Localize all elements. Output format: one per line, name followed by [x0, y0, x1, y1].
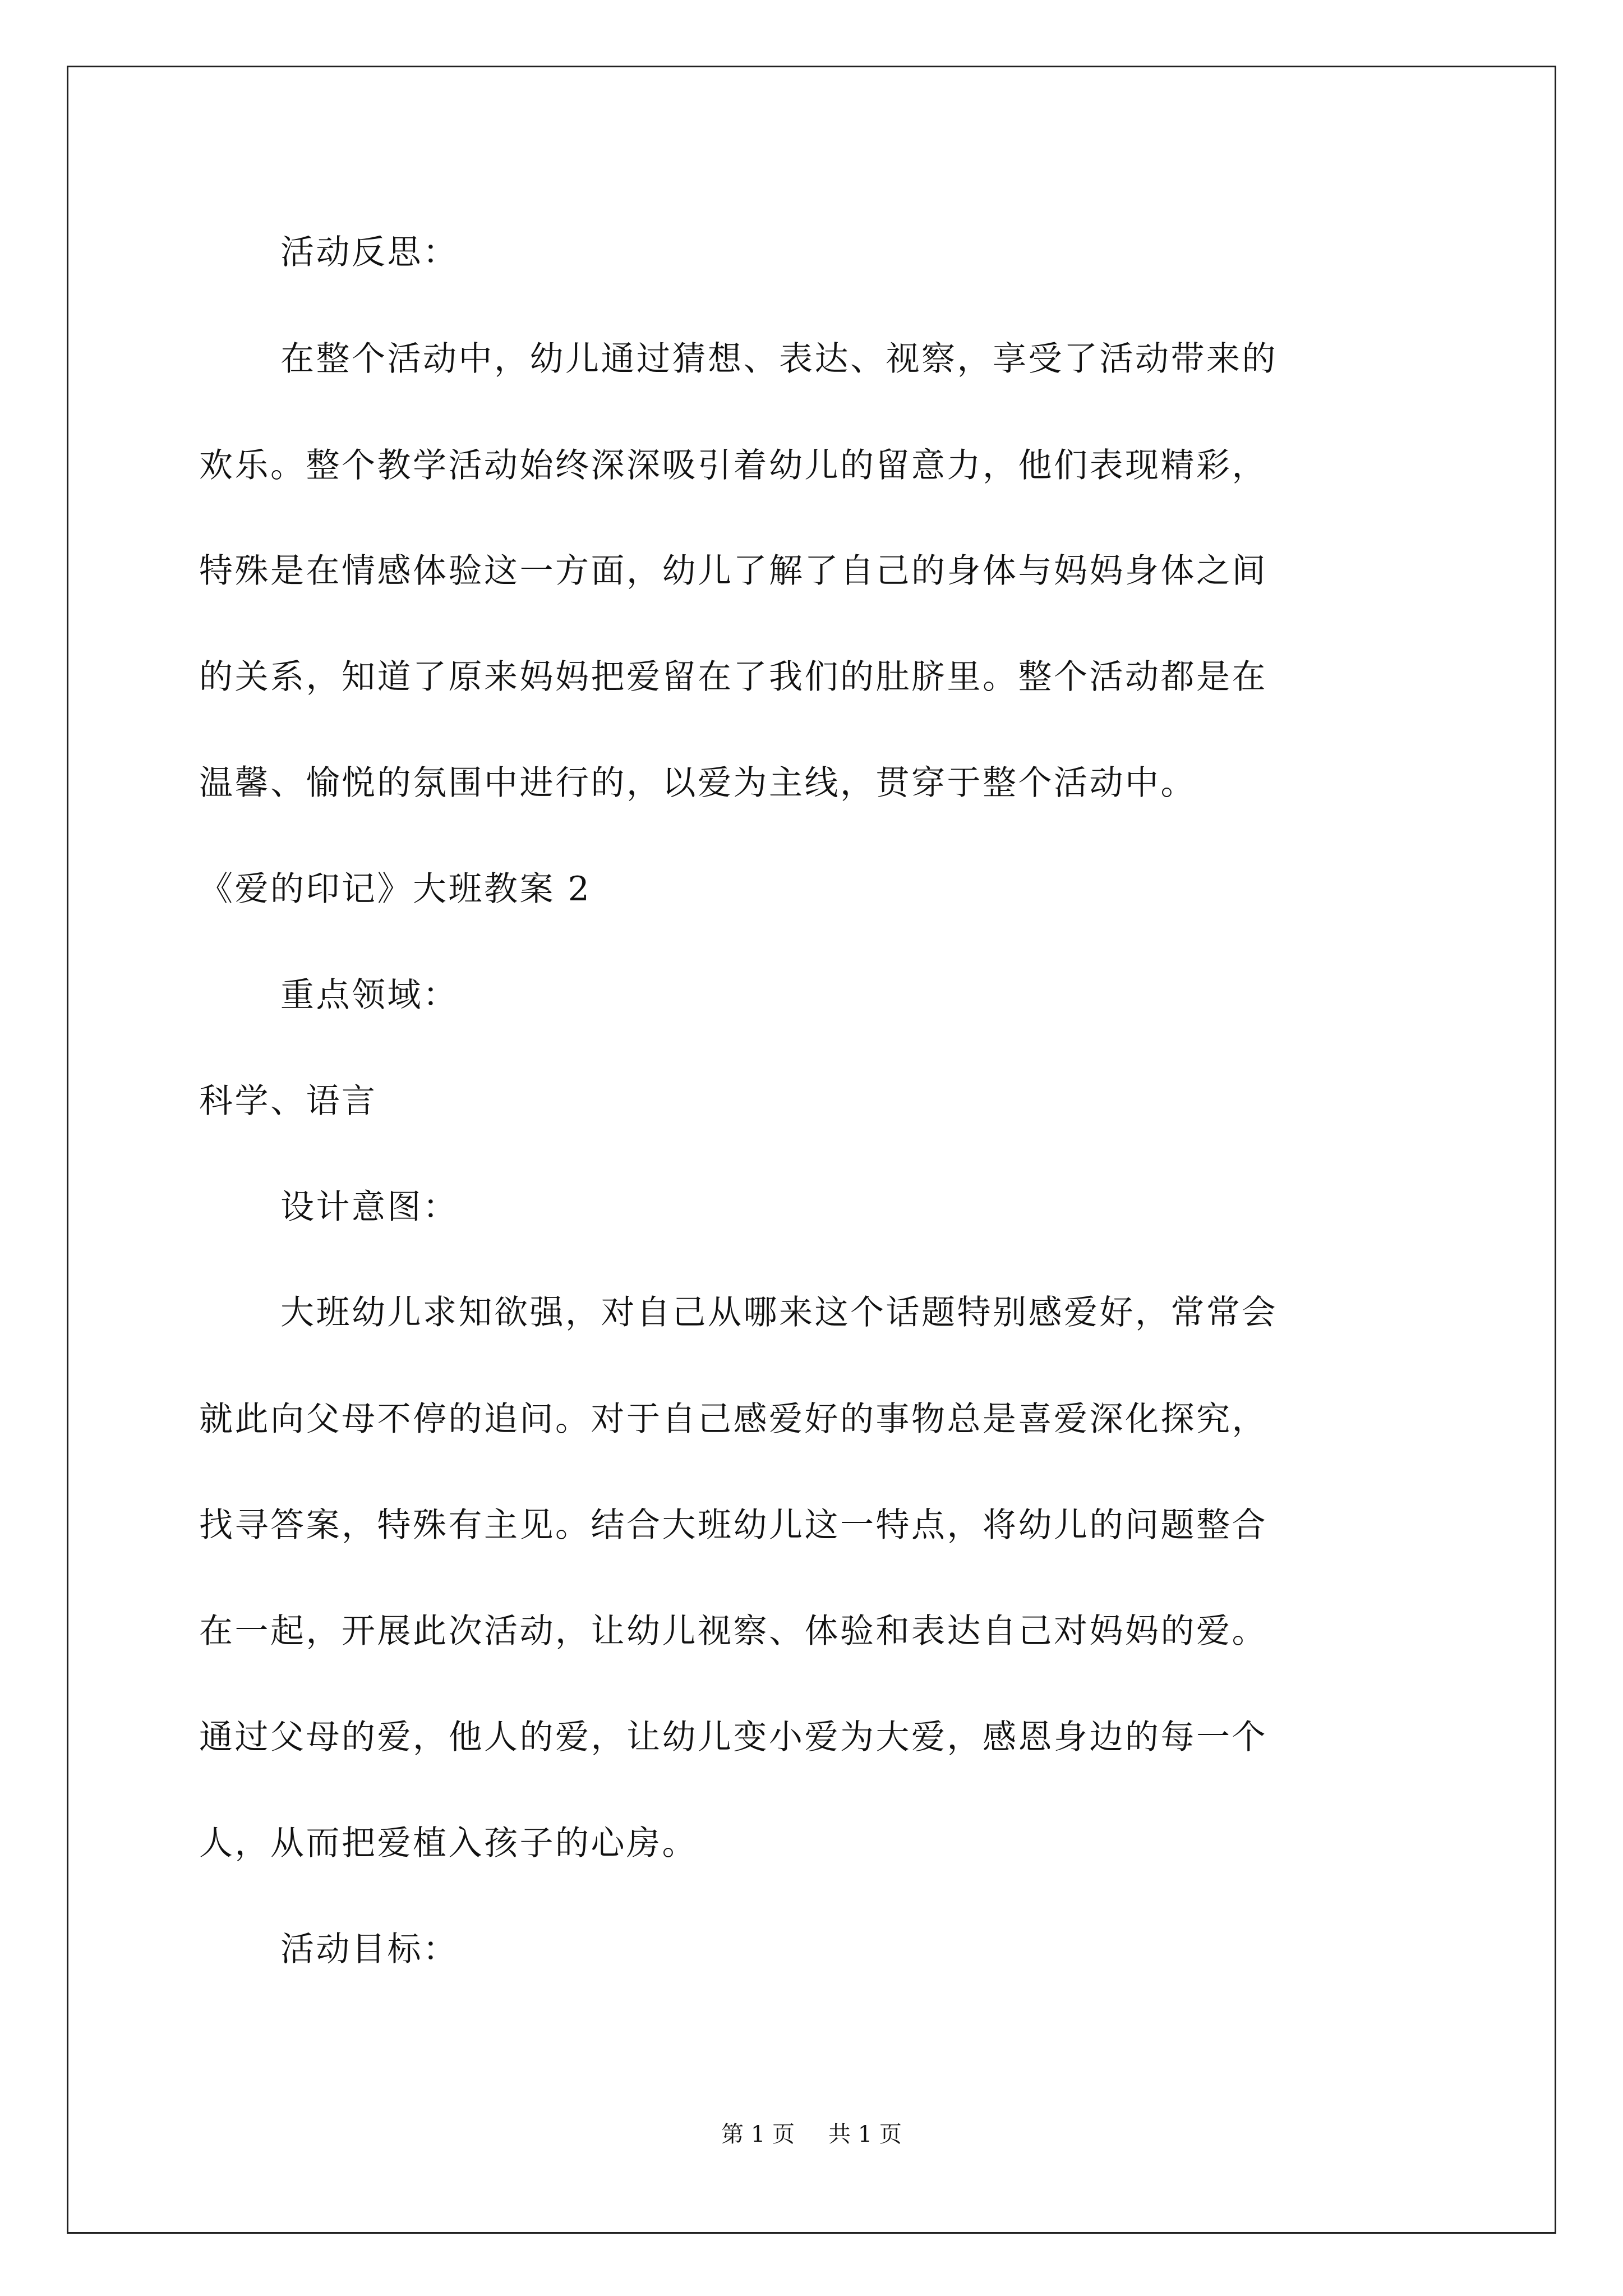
page-number: 第 1 页 [721, 2122, 795, 2147]
section-heading-focus: 重点领域： [280, 976, 459, 1015]
paragraph-line: 人，从而把爱植入孩子的心房。 [199, 1824, 698, 1863]
focus-value: 科学、语言 [199, 1082, 377, 1121]
paragraph-line: 就此向父母不停的追问。对于自己感爱好的事物总是喜爱深化探究， [199, 1400, 1267, 1439]
page-footer [0, 2118, 1623, 2151]
paragraph-line: 温馨、愉悦的氛围中进行的，以爱为主线，贯穿于整个活动中。 [199, 763, 1196, 803]
document-title: 《爱的印记》大班教案 2 [199, 869, 592, 909]
section-heading-intent: 设计意图： [280, 1188, 459, 1227]
section-heading-goals: 活动目标： [280, 1930, 459, 1969]
paragraph-line: 通过父母的爱，他人的爱，让幼儿变小爱为大爱，感恩身边的每一个 [199, 1718, 1267, 1757]
paragraph-line: 在整个活动中，幼儿通过猜想、表达、视察，享受了活动带来的 [280, 339, 1278, 379]
paragraph-line: 特殊是在情感体验这一方面，幼儿了解了自己的身体与妈妈身体之间 [199, 551, 1267, 591]
section-heading-reflection: 活动反思： [280, 233, 459, 272]
paragraph-line: 大班幼儿求知欲强，对自己从哪来这个话题特别感爱好，常常会 [280, 1293, 1278, 1332]
paragraph-line: 在一起，开展此次活动，让幼儿视察、体验和表达自己对妈妈的爱。 [199, 1612, 1267, 1651]
paragraph-line: 的关系，知道了原来妈妈把爱留在了我们的肚脐里。整个活动都是在 [199, 657, 1267, 697]
paragraph-line: 欢乐。整个教学活动始终深深吸引着幼儿的留意力，他们表现精彩， [199, 446, 1267, 485]
page-border [67, 66, 1556, 2234]
page-total: 共 1 页 [828, 2122, 902, 2147]
paragraph-line: 找寻答案，特殊有主见。结合大班幼儿这一特点，将幼儿的问题整合 [199, 1506, 1267, 1545]
